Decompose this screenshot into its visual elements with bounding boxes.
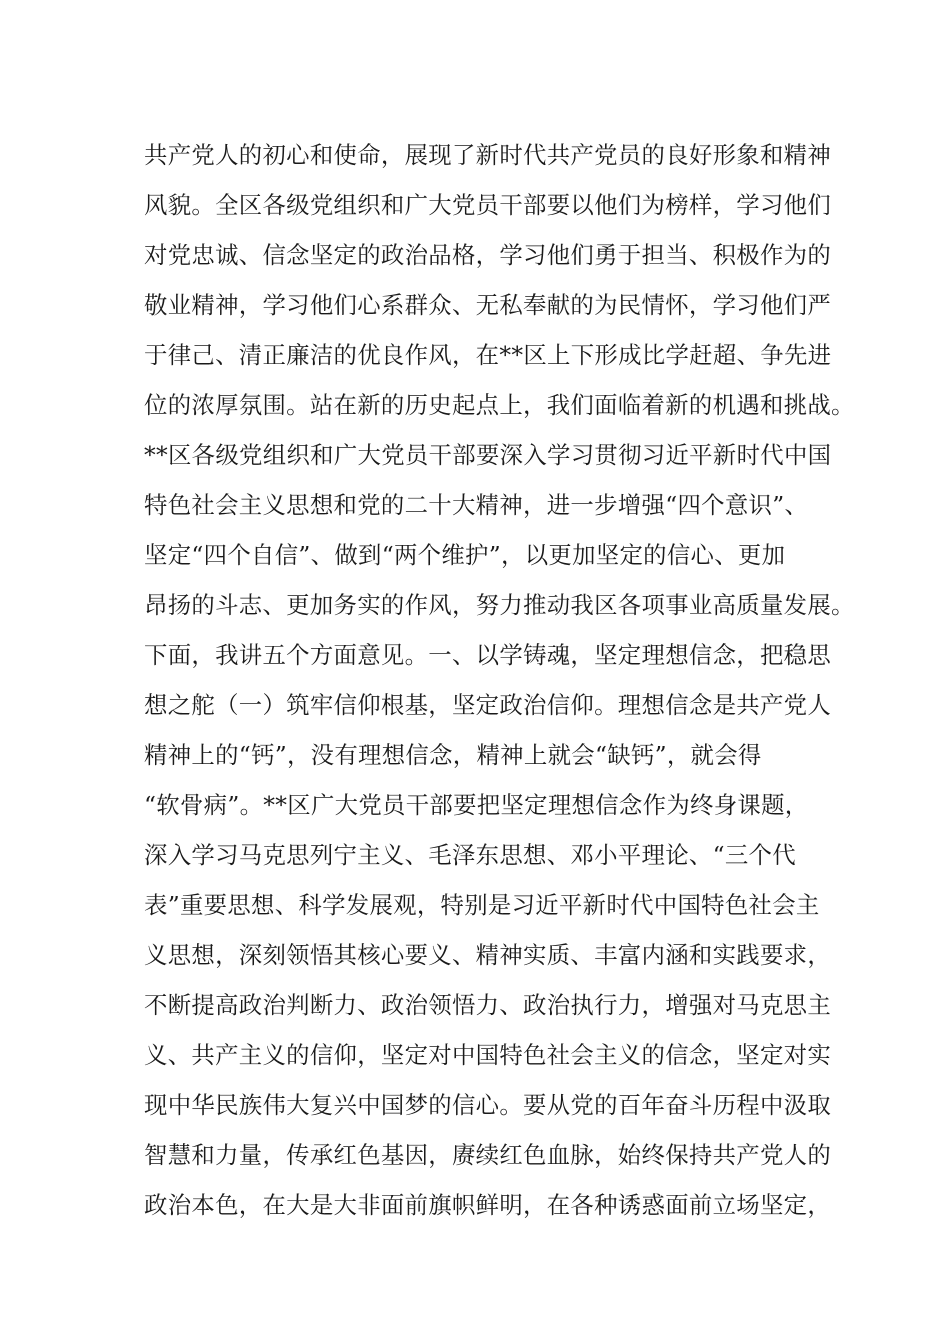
text-line: 下面，我讲五个方面意见。一、以学铸魂，坚定理想信念，把稳思 [144,641,832,669]
text-line: 特色社会主义思想和党的二十大精神，进一步增强“四个意识”、 [144,491,809,519]
text-line: 敬业精神，学习他们心系群众、无私奉献的为民情怀，学习他们严 [144,291,832,319]
text-line: 对党忠诚、信念坚定的政治品格，学习他们勇于担当、积极作为的 [144,241,832,269]
text-line: 坚定“四个自信”、做到“两个维护”，以更加坚定的信心、更加 [144,541,786,569]
text-line: 昂扬的斗志、更加务实的作风，努力推动我区各项事业高质量发展。 [144,591,855,619]
text-line: 义、共产主义的信仰，坚定对中国特色社会主义的信念，坚定对实 [144,1041,832,1069]
body-text [144,130,855,1230]
text-line: 精神上的“钙”，没有理想信念，精神上就会“缺钙”，就会得 [144,741,762,769]
text-line: 表”重要思想、科学发展观，特别是习近平新时代中国特色社会主 [144,891,820,919]
text-line: 智慧和力量，传承红色基因，赓续红色血脉，始终保持共产党人的 [144,1141,832,1169]
text-line: 义思想，深刻领悟其核心要义、精神实质、丰富内涵和实践要求， [144,941,832,969]
text-line: 政治本色，在大是大非面前旗帜鲜明，在各种诱惑面前立场坚定， [144,1191,832,1219]
text-line: 位的浓厚氛围。站在新的历史起点上，我们面临着新的机遇和挑战。 [144,391,855,419]
text-line: 于律己、清正廉洁的优良作风，在**区上下形成比学赶超、争先进 [144,341,832,369]
text-line: 现中华民族伟大复兴中国梦的信心。要从党的百年奋斗历程中汲取 [144,1091,832,1119]
text-line: 风貌。全区各级党组织和广大党员干部要以他们为榜样，学习他们 [144,191,832,219]
text-line: 想之舵（一）筑牢信仰根基，坚定政治信仰。理想信念是共产党人 [144,691,832,719]
text-line: 深入学习马克思列宁主义、毛泽东思想、邓小平理论、“三个代 [144,841,796,869]
text-line: 共产党人的初心和使命，展现了新时代共产党员的良好形象和精神 [144,141,832,169]
text-line: **区各级党组织和广大党员干部要深入学习贯彻习近平新时代中国 [144,441,832,469]
text-line: 不断提高政治判断力、政治领悟力、政治执行力，增强对马克思主 [144,991,832,1019]
text-line: “软骨病”。**区广大党员干部要把坚定理想信念作为终身课题， [144,791,809,819]
